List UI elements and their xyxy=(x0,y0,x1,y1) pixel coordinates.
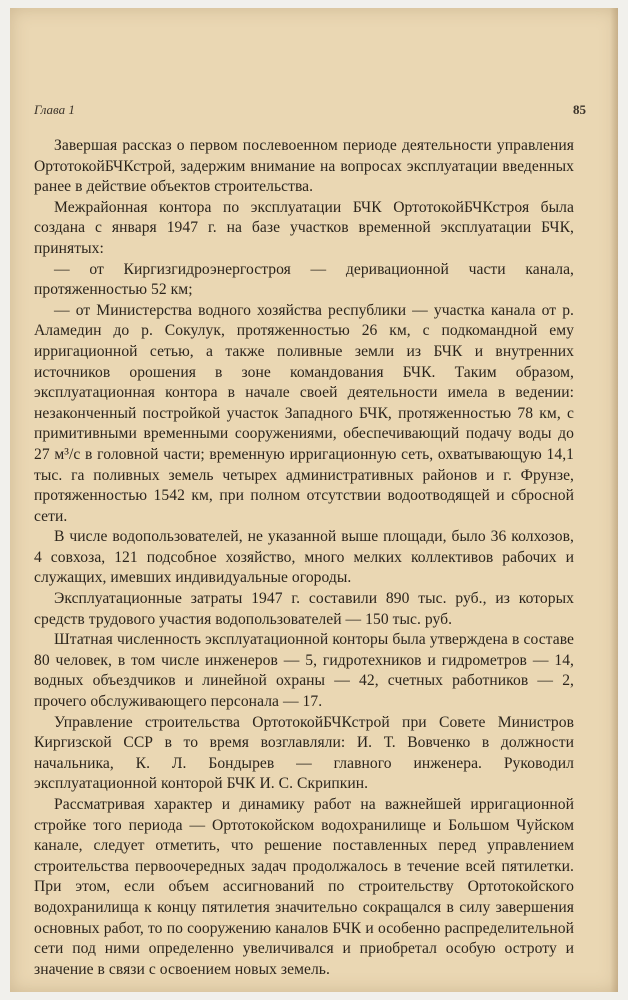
paragraph: Завершая рассказ о первом послевоенном периоде деятельности управления ОртотокойБЧКстрой, задержим внимание на вопросах эксплуатации введенных ранее в действие объектов строительства. xyxy=(34,137,574,196)
scanned-page xyxy=(10,8,618,992)
page-number: 85 xyxy=(573,102,586,117)
running-head xyxy=(34,102,586,122)
paragraph: Рассматривая характер и динамику работ на важнейшей ирригационной стройке того периода — Ортотокойском водохранилище и Большом Чуйском канале, следует отметить, что решение поставленных перед управлением строительства первоочередных задач продолжалось в течение всей пятилетки. При этом, если объем ассигнований по строительству Ортотокойского водохранилища к концу пятилетия значительно сокращался в силу завершения основных работ, то по сооружению каналов БЧК и особенно распределительной сети под ними определенно увеличивался и приобретал особую остроту и значение в связи с освоением новых земель. xyxy=(34,796,574,978)
chapter-title: Глава 1 xyxy=(34,102,75,117)
body-text xyxy=(34,136,574,980)
paragraph: В числе водопользователей, не указанной выше площади, было 36 колхозов, 4 совхоза, 121 подсобное хозяйство, много мелких коллективов рабочих и служащих, имевших индивидуальные огороды. xyxy=(34,528,574,587)
paragraph: Штатная численность эксплуатационной конторы была утверждена в составе 80 человек, в том числе инженеров — 5, гидротехников и гидрометров — 14, водных объездчиков и линейной охраны — 42, счетных работников — 2, прочего обслуживающего персонала — 17. xyxy=(34,631,574,711)
paragraph: Эксплуатационные затраты 1947 г. составили 890 тыс. руб., из которых средств трудового участия водопользователей — 150 тыс. руб. xyxy=(34,590,574,628)
paragraph: — от Министерства водного хозяйства республики — участка канала от р. Аламедин до р. Сокулук, протяженностью 26 км, с подкомандной ему ирригационной сетью, а также поливные земли из БЧК и внутренних источников орошения в зоне командования БЧК. Таким образом, эксплуатационная контора в начале своей деятельности имела в ведении: незаконченный постройкой участок Западного БЧК, протяженностью 78 км, с примитивными временными сооружениями, обеспечивающий подачу воды до 27 м³/с в головной части; временную ирригационную сеть, охватывающую 14,1 тыс. га поливных земель четырех административных районов и г. Фрунзе, протяженностью 1542 км, при полном отсутствии водоотводящей и сбросной сети. xyxy=(34,301,574,525)
paragraph: Управление строительства ОртотокойБЧКстрой при Совете Министров Киргизской ССР в то время возглавляли: И. Т. Вовченко в должности начальника, К. Л. Бондырев — главного инженера. Руководил эксплуатационной конторой БЧК И. С. Скрипкин. xyxy=(34,713,574,793)
paragraph: Межрайонная контора по эксплуатации БЧК ОртотокойБЧКстроя была создана с января 1947 г. на базе участков временной эксплуатации БЧК, принятых: xyxy=(34,198,574,257)
paragraph: — от Киргизгидроэнергостроя — деривационной части канала, протяженностью 52 км; xyxy=(34,260,574,299)
page-edge-shadow xyxy=(610,8,618,992)
